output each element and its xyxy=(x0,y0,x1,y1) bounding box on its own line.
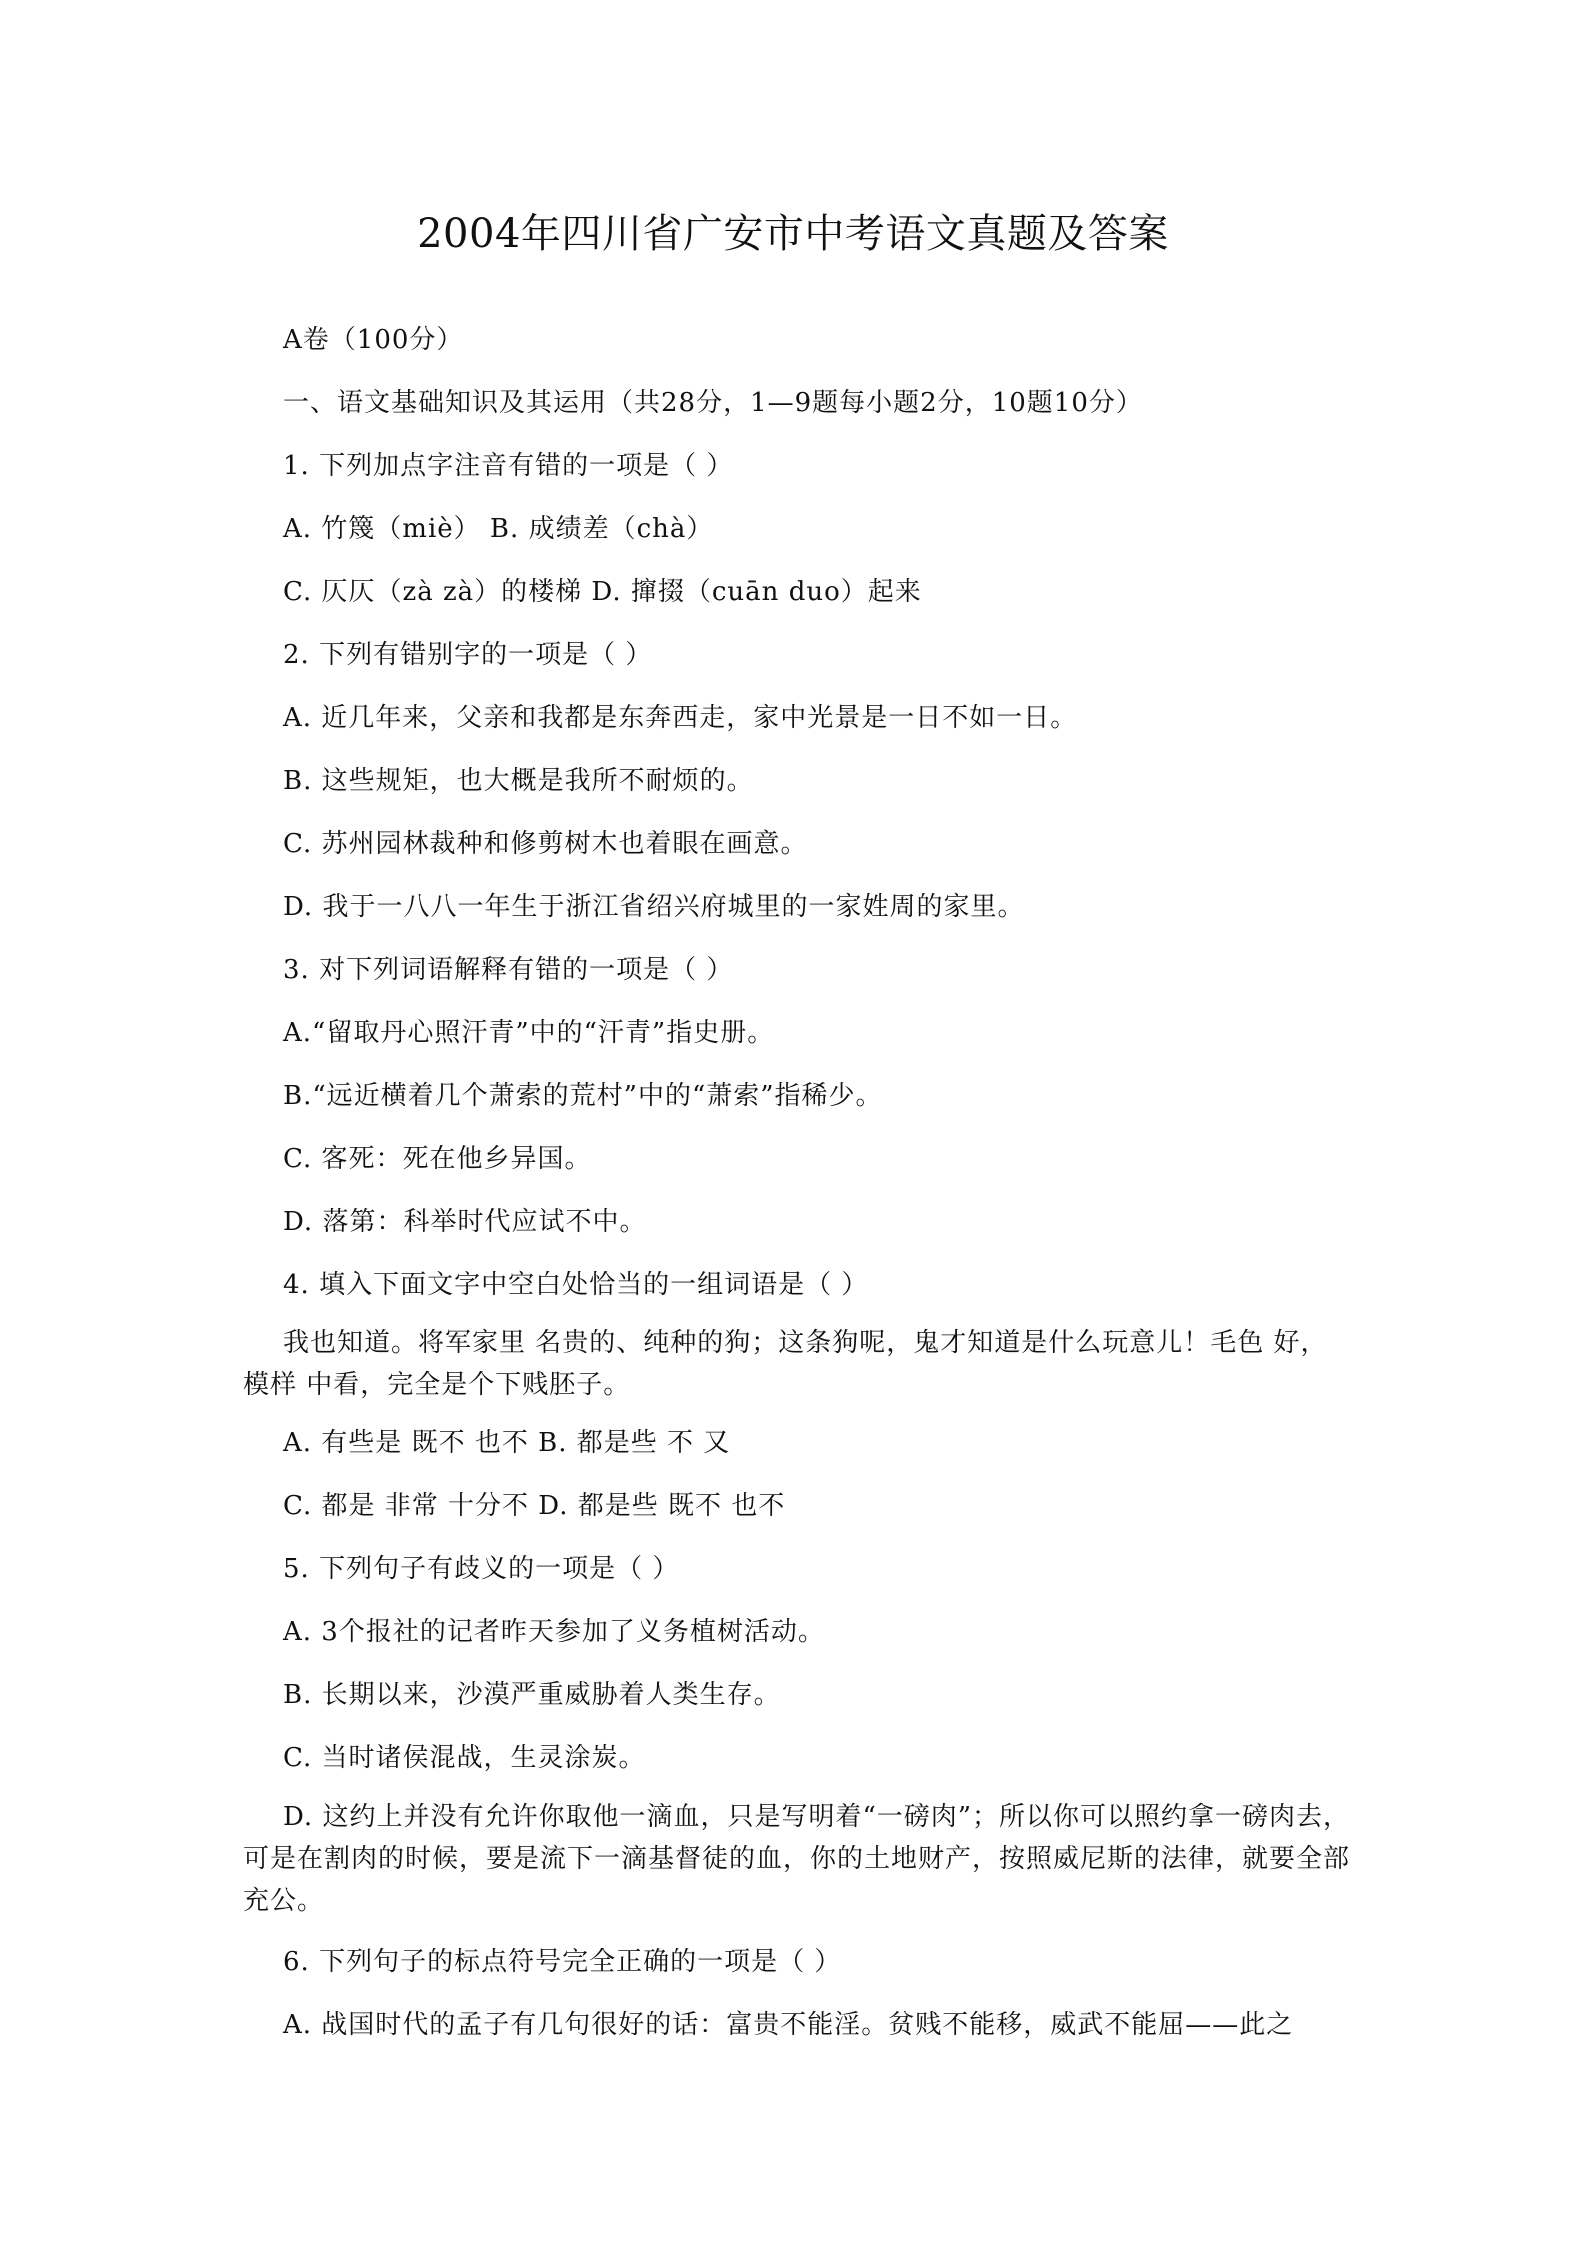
question-2-option-c: C. 苏州园林裁种和修剪树木也着眼在画意。 xyxy=(283,829,808,859)
question-1-options-ab: A. 竹篾（miè） B. 成绩差（chà） xyxy=(283,514,714,544)
part-heading: 一、语文基础知识及其运用（共28分，1—9题每小题2分，10题10分） xyxy=(283,388,1143,418)
question-4: 4. 填入下面文字中空白处恰当的一组词语是（ ） xyxy=(283,1270,869,1300)
question-5-option-d: D. 这约上并没有允许你取他一滴血，只是写明着“一磅肉”；所以你可以照约拿一磅肉去，可是在割肉的时候，要是流下一滴基督徒的血，你的土地财产，按照威尼斯的法律，就要全部充公。 xyxy=(243,1802,1351,1916)
question-4-options-cd: C. 都是 非常 十分不 D. 都是些 既不 也不 xyxy=(283,1491,786,1521)
question-3-option-b: B.“远近横着几个萧索的荒村”中的“萧索”指稀少。 xyxy=(283,1081,883,1111)
question-2-option-d: D. 我于一八八一年生于浙江省绍兴府城里的一家姓周的家里。 xyxy=(283,892,1025,922)
question-5-option-b: B. 长期以来，沙漠严重威胁着人类生存。 xyxy=(283,1680,781,1710)
question-1: 1. 下列加点字注音有错的一项是（ ） xyxy=(283,451,734,481)
question-5-option-a: A. 3个报社的记者昨天参加了义务植树活动。 xyxy=(283,1617,825,1647)
question-2-option-b: B. 这些规矩，也大概是我所不耐烦的。 xyxy=(283,766,754,796)
question-6: 6. 下列句子的标点符号完全正确的一项是（ ） xyxy=(283,1947,842,1977)
question-6-option-a: A. 战国时代的孟子有几句很好的话：富贵不能淫。贫贱不能移，威武不能屈——此之 xyxy=(283,2010,1294,2040)
question-1-options-cd: C. 仄仄（zà zà）的楼梯 D. 撺掇（cuān duo）起来 xyxy=(283,577,922,607)
question-3-option-a: A.“留取丹心照汗青”中的“汗青”指史册。 xyxy=(283,1018,775,1048)
section-heading: A卷（100分） xyxy=(283,325,464,355)
question-3: 3. 对下列词语解释有错的一项是（ ） xyxy=(283,955,734,985)
question-5-option-c: C. 当时诸侯混战，生灵涂炭。 xyxy=(283,1743,646,1773)
question-3-option-d: D. 落第：科举时代应试不中。 xyxy=(283,1207,647,1237)
question-4-passage: 我也知道。将军家里 名贵的、纯种的狗；这条狗呢，鬼才知道是什么玩意儿！毛色 好，模样 中看，完全是个下贱胚子。 xyxy=(243,1328,1328,1400)
question-2: 2. 下列有错别字的一项是（ ） xyxy=(283,640,653,670)
document-title: 2004年四川省广安市中考语文真题及答案 xyxy=(417,211,1169,257)
question-3-option-c: C. 客死：死在他乡异国。 xyxy=(283,1144,592,1174)
question-5: 5. 下列句子有歧义的一项是（ ） xyxy=(283,1554,680,1584)
question-4-options-ab: A. 有些是 既不 也不 B. 都是些 不 又 xyxy=(283,1428,731,1458)
question-2-option-a: A. 近几年来，父亲和我都是东奔西走，家中光景是一日不如一日。 xyxy=(283,703,1078,733)
